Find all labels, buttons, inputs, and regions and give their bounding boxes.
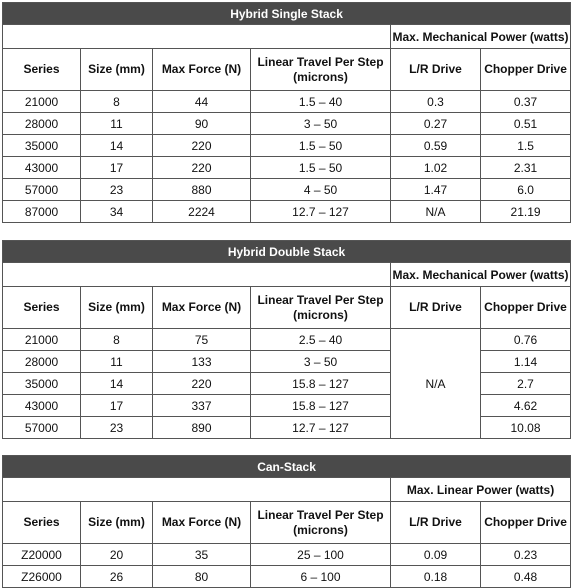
- cell-size: 8: [81, 329, 153, 351]
- cell-lr-drive: 0.09: [391, 544, 481, 566]
- cell-chopper-drive: 0.51: [481, 113, 571, 135]
- cell-chopper-drive: 6.0: [481, 179, 571, 201]
- cell-lr-drive: 0.3: [391, 91, 481, 113]
- cell-series: Z26000: [3, 566, 81, 588]
- col-series: Series: [3, 287, 81, 329]
- table-title: Hybrid Double Stack: [3, 241, 571, 263]
- cell-series: 43000: [3, 157, 81, 179]
- cell-chopper-drive: 1.5: [481, 135, 571, 157]
- hybrid-double-stack-table: [2, 240, 571, 439]
- cell-size: 8: [81, 91, 153, 113]
- cell-chopper-drive: 0.76: [481, 329, 571, 351]
- col-lr-drive: L/R Drive: [391, 287, 481, 329]
- cell-lr-drive: 1.47: [391, 179, 481, 201]
- table-row: [3, 395, 571, 417]
- table-row: [3, 135, 571, 157]
- cell-size: 34: [81, 201, 153, 223]
- cell-linear-travel: 3 – 50: [251, 351, 391, 373]
- cell-series: 43000: [3, 395, 81, 417]
- col-series: Series: [3, 502, 81, 544]
- col-chopper-drive: Chopper Drive: [481, 49, 571, 91]
- cell-series: 21000: [3, 91, 81, 113]
- col-max-force: Max Force (N): [153, 287, 251, 329]
- cell-max-force: 35: [153, 544, 251, 566]
- cell-linear-travel: 1.5 – 40: [251, 91, 391, 113]
- cell-max-force: 220: [153, 157, 251, 179]
- table-row: [3, 179, 571, 201]
- cell-max-force: 44: [153, 91, 251, 113]
- table-row: [3, 201, 571, 223]
- cell-linear-travel: 12.7 – 127: [251, 417, 391, 439]
- cell-series: 35000: [3, 135, 81, 157]
- table-title: Hybrid Single Stack: [3, 3, 571, 25]
- cell-size: 11: [81, 113, 153, 135]
- cell-size: 20: [81, 544, 153, 566]
- power-group-header: Max. Linear Power (watts): [391, 478, 571, 502]
- col-linear-travel: Linear Travel Per Step (microns): [251, 287, 391, 329]
- cell-linear-travel: 4 – 50: [251, 179, 391, 201]
- cell-linear-travel: 2.5 – 40: [251, 329, 391, 351]
- cell-chopper-drive: 21.19: [481, 201, 571, 223]
- cell-max-force: 90: [153, 113, 251, 135]
- group-spacer: [3, 263, 391, 287]
- table-row: [3, 91, 571, 113]
- col-size: Size (mm): [81, 49, 153, 91]
- table-row: [3, 566, 571, 588]
- cell-size: 14: [81, 135, 153, 157]
- cell-size: 23: [81, 417, 153, 439]
- cell-linear-travel: 15.8 – 127: [251, 373, 391, 395]
- group-spacer: [3, 25, 391, 49]
- col-linear-travel: Linear Travel Per Step (microns): [251, 502, 391, 544]
- cell-max-force: 880: [153, 179, 251, 201]
- cell-linear-travel: 3 – 50: [251, 113, 391, 135]
- cell-linear-travel: 12.7 – 127: [251, 201, 391, 223]
- power-group-header: Max. Mechanical Power (watts): [391, 25, 571, 49]
- hybrid-single-stack-table: [2, 2, 571, 223]
- cell-series: 87000: [3, 201, 81, 223]
- table-row: [3, 544, 571, 566]
- cell-size: 11: [81, 351, 153, 373]
- cell-max-force: 133: [153, 351, 251, 373]
- col-chopper-drive: Chopper Drive: [481, 502, 571, 544]
- cell-chopper-drive: 10.08: [481, 417, 571, 439]
- cell-size: 17: [81, 157, 153, 179]
- cell-chopper-drive: 2.31: [481, 157, 571, 179]
- col-lr-drive: L/R Drive: [391, 49, 481, 91]
- table-title: Can-Stack: [3, 456, 571, 478]
- cell-size: 23: [81, 179, 153, 201]
- cell-max-force: 337: [153, 395, 251, 417]
- cell-linear-travel: 25 – 100: [251, 544, 391, 566]
- cell-chopper-drive: 0.37: [481, 91, 571, 113]
- cell-lr-drive: 0.18: [391, 566, 481, 588]
- cell-max-force: 75: [153, 329, 251, 351]
- cell-lr-drive: 0.27: [391, 113, 481, 135]
- cell-series: Z20000: [3, 544, 81, 566]
- cell-series: 57000: [3, 179, 81, 201]
- cell-lr-drive: 0.59: [391, 135, 481, 157]
- cell-linear-travel: 1.5 – 50: [251, 135, 391, 157]
- cell-max-force: 2224: [153, 201, 251, 223]
- cell-size: 17: [81, 395, 153, 417]
- cell-lr-drive: N/A: [391, 201, 481, 223]
- col-lr-drive: L/R Drive: [391, 502, 481, 544]
- cell-series: 28000: [3, 113, 81, 135]
- cell-chopper-drive: 0.23: [481, 544, 571, 566]
- col-max-force: Max Force (N): [153, 49, 251, 91]
- cell-chopper-drive: 4.62: [481, 395, 571, 417]
- cell-lr-drive: 1.02: [391, 157, 481, 179]
- table-row: [3, 157, 571, 179]
- cell-lr-drive-merged: N/A: [391, 329, 481, 439]
- table-row: [3, 113, 571, 135]
- col-size: Size (mm): [81, 287, 153, 329]
- cell-max-force: 890: [153, 417, 251, 439]
- col-series: Series: [3, 49, 81, 91]
- table-row: [3, 329, 571, 351]
- col-size: Size (mm): [81, 502, 153, 544]
- power-group-header: Max. Mechanical Power (watts): [391, 263, 571, 287]
- col-linear-travel: Linear Travel Per Step (microns): [251, 49, 391, 91]
- cell-max-force: 220: [153, 373, 251, 395]
- cell-linear-travel: 15.8 – 127: [251, 395, 391, 417]
- cell-linear-travel: 1.5 – 50: [251, 157, 391, 179]
- cell-size: 26: [81, 566, 153, 588]
- cell-series: 57000: [3, 417, 81, 439]
- cell-chopper-drive: 2.7: [481, 373, 571, 395]
- cell-series: 28000: [3, 351, 81, 373]
- cell-series: 21000: [3, 329, 81, 351]
- table-row: [3, 417, 571, 439]
- col-chopper-drive: Chopper Drive: [481, 287, 571, 329]
- cell-max-force: 220: [153, 135, 251, 157]
- cell-linear-travel: 6 – 100: [251, 566, 391, 588]
- cell-size: 14: [81, 373, 153, 395]
- cell-chopper-drive: 0.48: [481, 566, 571, 588]
- cell-max-force: 80: [153, 566, 251, 588]
- can-stack-table: [2, 455, 571, 588]
- col-max-force: Max Force (N): [153, 502, 251, 544]
- group-spacer: [3, 478, 391, 502]
- table-row: [3, 351, 571, 373]
- cell-chopper-drive: 1.14: [481, 351, 571, 373]
- cell-series: 35000: [3, 373, 81, 395]
- table-row: [3, 373, 571, 395]
